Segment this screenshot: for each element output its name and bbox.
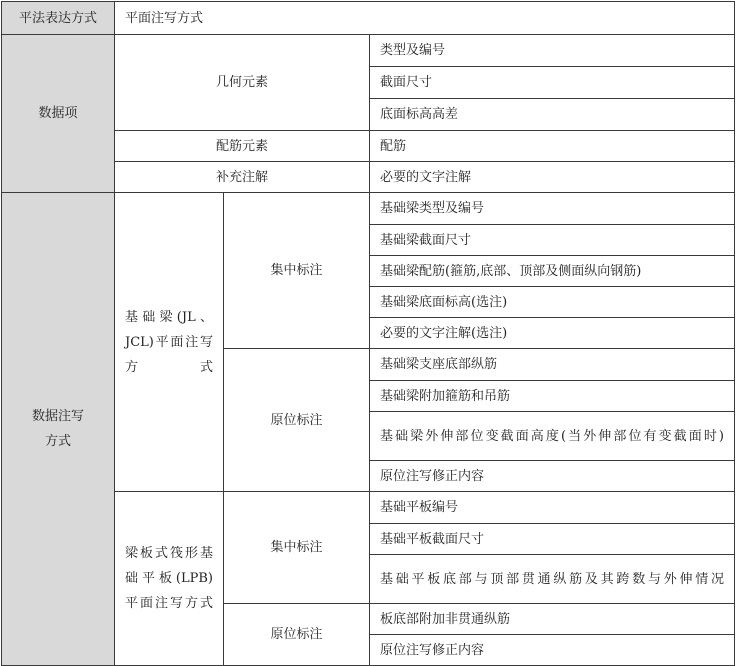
geometry-item: 截面尺寸: [370, 67, 735, 99]
slab-centralized-item: 基础平板编号: [370, 492, 735, 524]
slab-in-situ-item: 板底部附加非贯通纵筋: [370, 604, 735, 635]
beam-in-situ-item: 基础梁外伸部位变截面高度(当外伸部位有变截面时): [370, 412, 735, 461]
foundation-beam-in-situ-label: 原位标注: [224, 349, 370, 492]
beam-centralized-item: 基础梁底面标高(选注): [370, 287, 735, 318]
slab-centralized-item: 基础平板底部与顶部贯通纵筋及其跨数与外伸情况: [370, 555, 735, 604]
header-value: 平面注写方式: [115, 2, 735, 35]
raft-slab-label: 梁板式筏形基础平板(LPB)平面注写方式: [115, 492, 224, 666]
header-label: 平法表达方式: [2, 2, 115, 35]
reinforcement-item: 配筋: [370, 131, 735, 162]
data-items-label: 数据项: [2, 35, 115, 193]
beam-in-situ-item: 基础梁支座底部纵筋: [370, 349, 735, 381]
notation-label-line2: 方式: [44, 434, 71, 449]
beam-centralized-item: 必要的文字注解(选注): [370, 318, 735, 349]
notation-label-line1: 数据注写: [31, 409, 84, 424]
foundation-beam-centralized-label: 集中标注: [224, 193, 370, 349]
supplement-item: 必要的文字注解: [370, 162, 735, 193]
supplement-label: 补充注解: [115, 162, 370, 193]
slab-in-situ-item: 原位注写修正内容: [370, 635, 735, 666]
beam-centralized-item: 基础梁配筋(箍筋,底部、顶部及侧面纵向钢筋): [370, 256, 735, 287]
header-row: [2, 2, 735, 35]
notation-label: [2, 193, 115, 666]
raft-slab-centralized-label: 集中标注: [224, 492, 370, 604]
raft-slab-in-situ-label: 原位标注: [224, 604, 370, 666]
beam-centralized-item: 基础梁截面尺寸: [370, 225, 735, 256]
specification-table: [1, 1, 735, 666]
slab-centralized-item: 基础平板截面尺寸: [370, 524, 735, 555]
table-row: [2, 193, 735, 225]
geometry-label: 几何元素: [115, 35, 370, 131]
table-row: [2, 35, 735, 67]
geometry-item: 类型及编号: [370, 35, 735, 67]
beam-in-situ-item: 原位注写修正内容: [370, 461, 735, 492]
beam-centralized-item: 基础梁类型及编号: [370, 193, 735, 225]
reinforcement-label: 配筋元素: [115, 131, 370, 162]
geometry-item: 底面标高高差: [370, 99, 735, 131]
beam-in-situ-item: 基础梁附加箍筋和吊筋: [370, 381, 735, 412]
foundation-beam-label: 基础梁(JL、JCL)平面注写方式: [115, 193, 224, 492]
